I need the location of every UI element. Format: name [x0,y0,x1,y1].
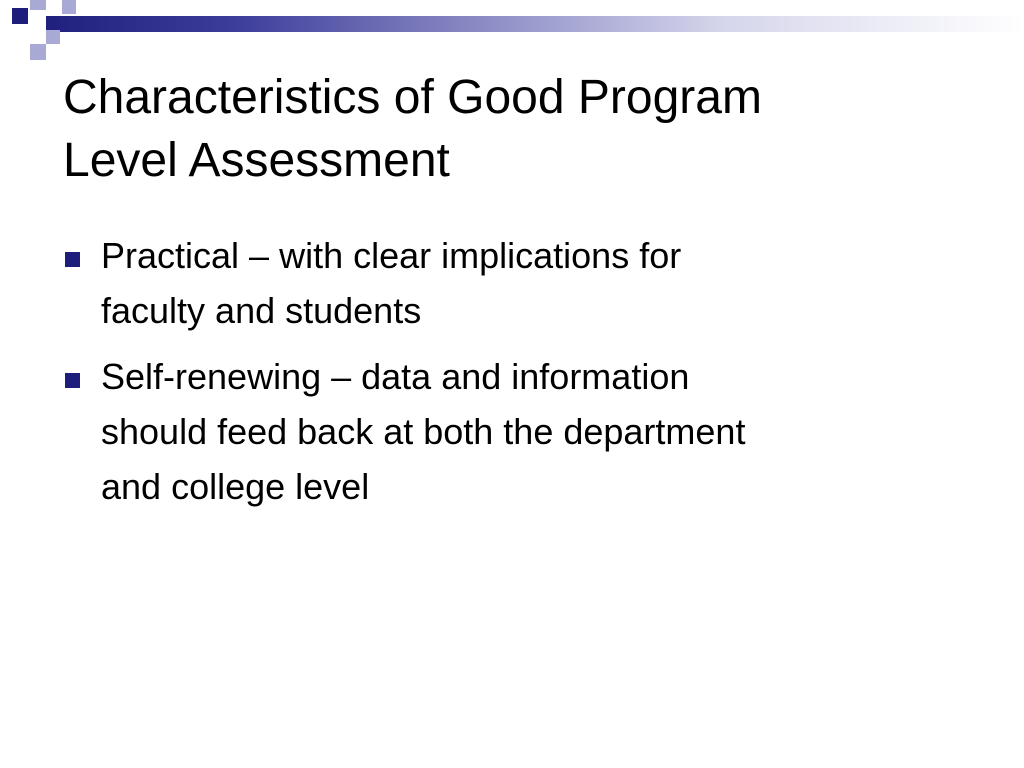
square-bullet-icon [65,252,80,267]
title-line: Level Assessment [63,134,450,187]
bullet-list [63,228,963,525]
title-line: Characteristics of Good Program [63,71,762,124]
slide-title [63,66,983,192]
decor-square-light [30,0,46,10]
bullet-item [63,349,963,514]
bullet-line: Self-renewing – data and information [101,356,690,397]
decor-square-white [30,16,46,32]
square-bullet-icon [65,373,80,388]
bullet-line: faculty and students [101,290,422,331]
bullet-line: should feed back at both the department [101,411,746,452]
decor-square-navy [12,8,28,24]
decor-square-light [62,0,76,14]
bullet-line: and college level [101,466,370,507]
decor-square-light [30,44,46,60]
bullet-line: Practical – with clear implications for [101,235,682,276]
decor-square-light [46,30,60,44]
header-gradient-bar [30,16,1024,32]
bullet-item [63,228,963,338]
